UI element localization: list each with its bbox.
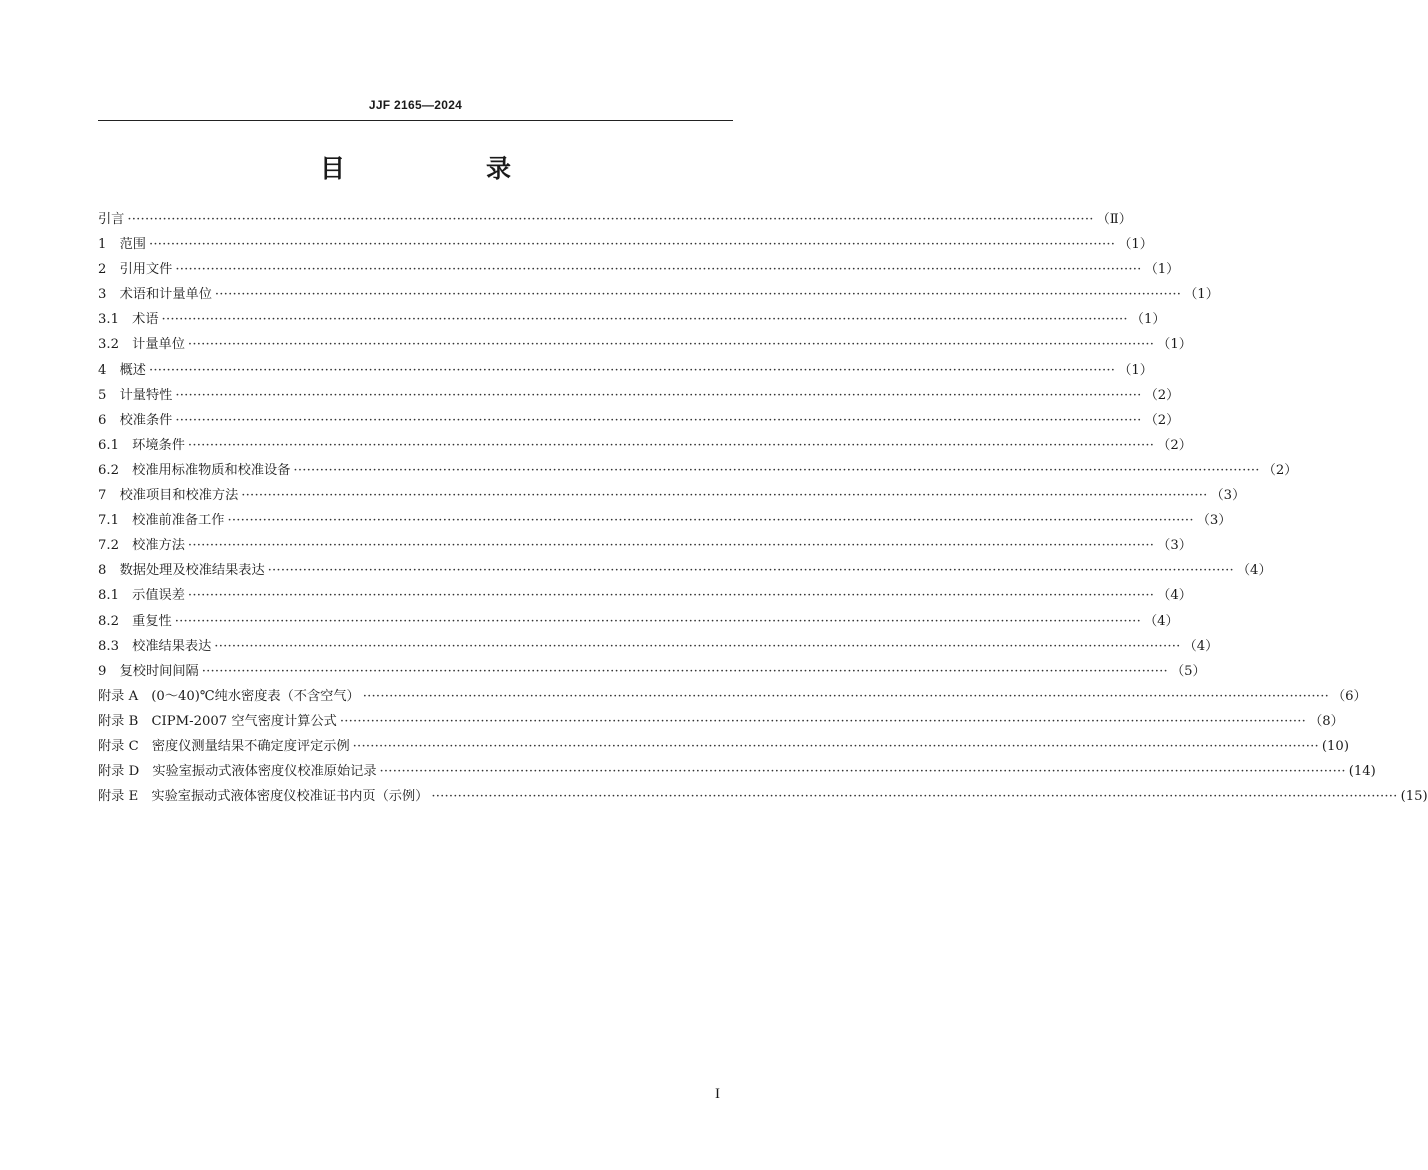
toc-leader-dots: ···························································································································································································································· [127, 212, 1094, 227]
toc-leader-dots: ···························································································································································································································· [148, 362, 1116, 378]
toc-leader-dots: ···························································································································································································································· [175, 387, 1142, 403]
toc-entry[interactable] [98, 508, 1232, 533]
toc-entry[interactable] [98, 358, 1153, 383]
toc-entry-page: (14) [1348, 764, 1376, 780]
toc-entry-page: (10) [1321, 738, 1349, 754]
toc-leader-dots: ···························································································································································································································· [379, 764, 1346, 780]
toc-leader-dots: ···························································································································································································································· [241, 488, 1208, 504]
toc-leader-dots: ···························································································································································································································· [175, 412, 1142, 428]
toc-leader-dots: ···························································································································································································································· [214, 287, 1182, 303]
toc-entry[interactable] [98, 684, 1367, 709]
toc-leader-dots: ···························································································································································································································· [362, 688, 1329, 704]
toc-entry[interactable] [98, 232, 1153, 257]
toc-entry-label: 7.1 校准前准备工作 [98, 513, 225, 529]
toc-entry-page: （4） [1143, 613, 1179, 629]
toc-title: 目 录 [319, 154, 569, 183]
toc-entry-label: 6.2 校准用标准物质和校准设备 [98, 462, 291, 478]
toc-leader-dots: ···························································································································································································································· [148, 237, 1116, 253]
toc-entry-label: 2 引用文件 [98, 262, 173, 278]
toc-entry-page: （4） [1236, 563, 1272, 579]
toc-entry[interactable] [98, 734, 1349, 759]
toc-entry-label: 4 概述 [98, 362, 146, 378]
toc-entry-label: 8.3 校准结果表达 [98, 638, 212, 654]
toc-entry-label: 附录 E 实验室振动式液体密度仪校准证书内页（示例） [98, 789, 429, 805]
toc-entry[interactable] [98, 784, 1428, 809]
toc-entry-label: 8.1 示值误差 [98, 588, 185, 604]
toc-entry-page: （2） [1262, 462, 1298, 478]
toc-entry-page: （Ⅱ） [1096, 212, 1132, 227]
toc-entry-page: （4） [1157, 588, 1192, 604]
toc-entry-page: (15) [1400, 789, 1428, 805]
toc-entry-page: （3） [1196, 513, 1232, 529]
toc-entry[interactable] [98, 659, 1206, 684]
toc-entry-page: （1） [1184, 287, 1219, 303]
toc-entry-page: （2） [1144, 412, 1180, 428]
toc-entry-label: 附录 B CIPM-2007 空气密度计算公式 [98, 713, 337, 729]
toc-leader-dots: ···························································································································································································································· [175, 262, 1142, 278]
toc-entry-page: （1） [1130, 312, 1166, 328]
toc-entry-label: 附录 D 实验室振动式液体密度仪校准原始记录 [98, 764, 377, 780]
toc-entry[interactable] [98, 332, 1192, 357]
toc-leader-dots: ···························································································································································································································· [267, 563, 1234, 579]
document-code-header: JJF 2165—2024 [368, 98, 463, 112]
toc-entry-label: 5 计量特性 [98, 387, 173, 403]
toc-entry-page: （1） [1157, 337, 1192, 353]
toc-entry-page: （6） [1331, 688, 1367, 704]
toc-entry-page: （1） [1144, 262, 1180, 278]
toc-leader-dots: ···························································································································································································································· [293, 462, 1260, 478]
toc-entry-page: （3） [1210, 488, 1246, 504]
toc-entry-label: 6.1 环境条件 [98, 437, 185, 453]
toc-entry-page: （1） [1118, 362, 1153, 378]
toc-entry[interactable] [98, 634, 1219, 659]
toc-entry[interactable] [98, 483, 1246, 508]
toc-entry-label: 附录 A (0～40)℃纯水密度表（不含空气） [98, 688, 360, 704]
toc-leader-dots: ···························································································································································································································· [201, 663, 1168, 679]
toc-entry-page: （8） [1309, 713, 1344, 729]
toc-leader-dots: ···························································································································································································································· [187, 337, 1155, 353]
toc-entry-page: （5） [1170, 663, 1206, 679]
toc-entry[interactable] [98, 583, 1192, 608]
toc-entry-label: 7.2 校准方法 [98, 538, 185, 554]
toc-leader-dots: ···························································································································································································································· [339, 713, 1307, 729]
toc-leader-dots: ···························································································································································································································· [227, 513, 1194, 529]
toc-leader-dots: ···························································································································································································································· [431, 789, 1398, 805]
toc-entry[interactable] [98, 558, 1272, 583]
toc-entry-label: 3 术语和计量单位 [98, 287, 212, 303]
toc-leader-dots: ···························································································································································································································· [187, 437, 1155, 453]
toc-entry-page: （3） [1157, 538, 1192, 554]
page-number: I [715, 1086, 720, 1102]
toc-entry[interactable] [98, 533, 1192, 558]
toc-entry[interactable] [98, 383, 1180, 408]
toc-entry-page: （1） [1118, 237, 1153, 253]
toc-entry[interactable] [98, 609, 1179, 634]
toc-entry-label: 8 数据处理及校准结果表达 [98, 563, 265, 579]
toc-entry-page: （2） [1144, 387, 1180, 403]
toc-entry[interactable] [98, 759, 1376, 784]
toc-entry-label: 3.2 计量单位 [98, 337, 185, 353]
header-rule [98, 120, 733, 121]
table-of-contents [98, 207, 1428, 809]
toc-entry-page: （4） [1183, 638, 1219, 654]
toc-entry[interactable] [98, 433, 1192, 458]
toc-entry-label: 3.1 术语 [98, 312, 159, 328]
toc-entry-label: 7 校准项目和校准方法 [98, 488, 239, 504]
toc-leader-dots: ···························································································································································································································· [187, 588, 1155, 604]
toc-entry[interactable] [98, 257, 1180, 282]
toc-entry-label: 附录 C 密度仪测量结果不确定度评定示例 [98, 738, 350, 754]
toc-entry-label: 8.2 重复性 [98, 613, 172, 629]
toc-entry-label: 9 复校时间间隔 [98, 663, 199, 679]
toc-leader-dots: ···························································································································································································································· [161, 312, 1128, 328]
toc-leader-dots: ···························································································································································································································· [214, 638, 1181, 654]
toc-leader-dots: ···························································································································································································································· [352, 738, 1319, 754]
toc-entry[interactable] [98, 282, 1219, 307]
toc-entry-label: 引言 [98, 212, 125, 227]
toc-entry-page: （2） [1157, 437, 1192, 453]
toc-leader-dots: ···························································································································································································································· [174, 613, 1141, 629]
toc-entry[interactable] [98, 408, 1180, 433]
toc-entry-label: 1 范围 [98, 237, 146, 253]
toc-leader-dots: ···························································································································································································································· [187, 538, 1155, 554]
toc-entry[interactable] [98, 709, 1344, 734]
toc-entry-label: 6 校准条件 [98, 412, 173, 428]
toc-entry[interactable] [98, 207, 1132, 232]
toc-entry[interactable] [98, 307, 1166, 332]
toc-entry[interactable] [98, 458, 1298, 483]
